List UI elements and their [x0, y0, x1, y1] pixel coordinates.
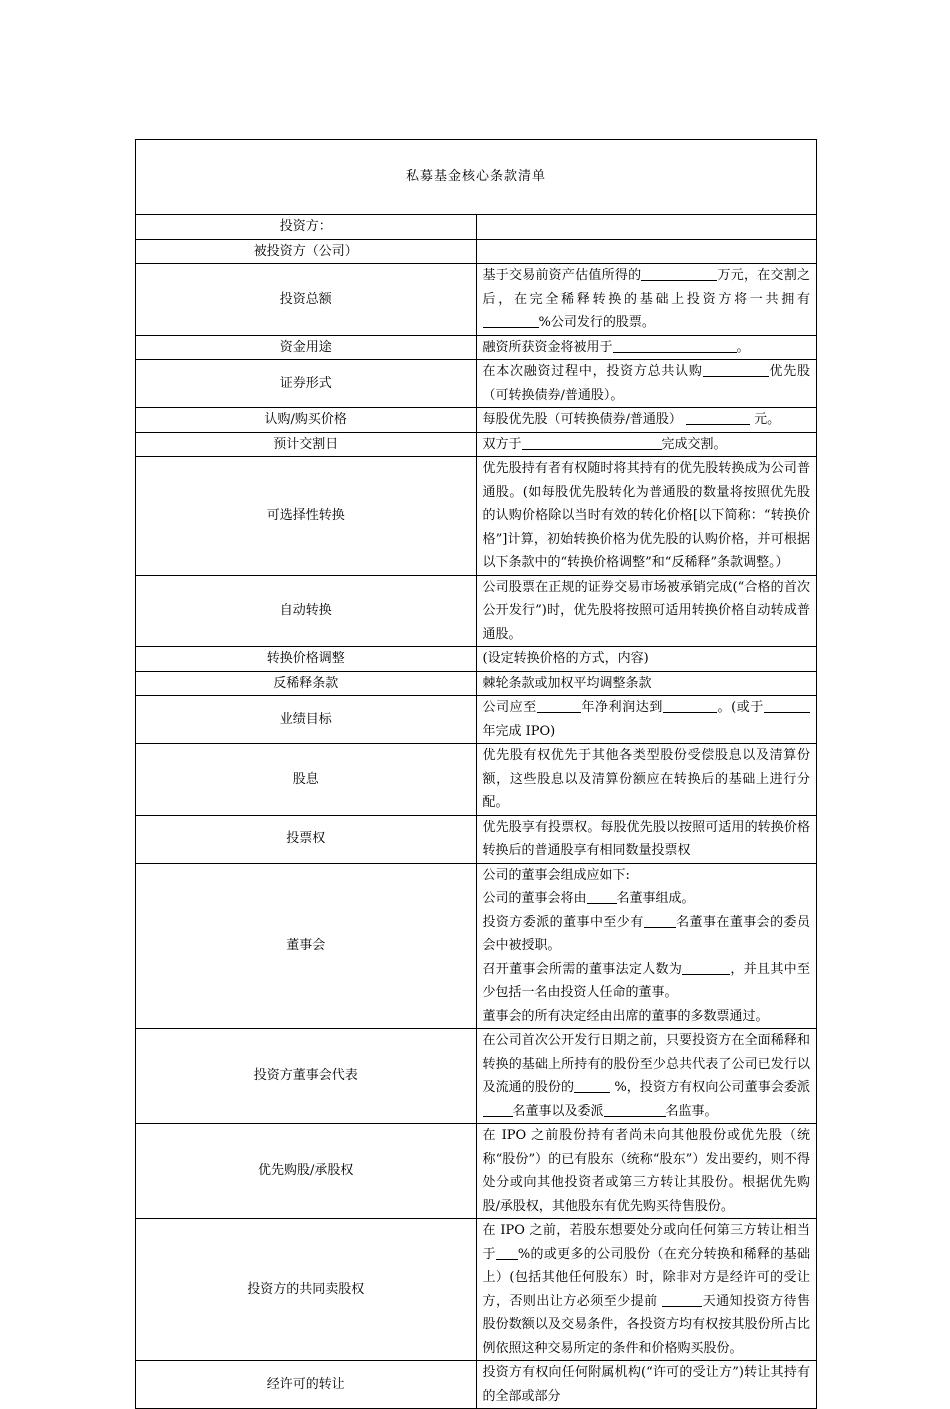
term-text-line: 董事会的所有决定经由出席的董事的多数票通过。 [482, 1008, 769, 1024]
term-text-line: 在 IPO 之前，若股东想要处分或向任何第三方转让相当于 %的或更多的公司股份（在充分转换和稀释的基础上）(包括其他任何股东）时，除非对方是经许可的受让方，否则出让方必须至少提前 天通知投资方待售股份数额以及交易条件，各投资方均有权按其股份所占比例依照这种交易所定的条件和价格购买股份。 [482, 1223, 810, 1356]
term-text-line: 棘轮条款或加权平均调整条款 [482, 675, 652, 691]
term-text-line: 优先股有权优先于其他各类型股份受偿股息以及清算份额，这些股息以及清算份额应在转换后的基础上进行分配。 [482, 748, 810, 810]
term-text-line: 公司股票在正规的证券交易市场被承销完成(“合格的首次公开发行”)时，优先股将按照可适用转换价格自动转成普通股。 [482, 579, 810, 642]
term-label: 可选择性转换 [136, 457, 477, 576]
term-text-line: 优先股持有者有权随时将其持有的优先股转换成为公司普通股。(如每股优先股转化为普通股的数量将按照优先股的认购价格除以当时有效的转化价格[以下简称：“转换价格”]计算，初始转换价格为优先股的认购价格，并可根据以下条款中的“转换价格调整”和“反稀释”条款调整。） [482, 461, 810, 570]
fill-in-blank[interactable] [574, 1077, 610, 1093]
fill-in-blank[interactable] [604, 1101, 666, 1117]
fill-in-blank[interactable] [662, 1291, 702, 1307]
fill-in-blank[interactable] [641, 265, 717, 281]
term-content [476, 575, 817, 647]
term-content [476, 335, 817, 360]
term-content [476, 1124, 817, 1219]
term-row [136, 335, 817, 360]
fill-in-blank[interactable] [587, 888, 617, 904]
term-text-line: 基于交易前资产估值所得的 万元，在交割之后，在完全稀释转换的基础上投资方将一共拥有%公司发行的股票。 [483, 264, 811, 335]
term-text-line: 每股优先股（可转换债券/普通股） 元。 [483, 408, 811, 432]
term-row [136, 1029, 817, 1124]
term-label: 投资方的共同卖股权 [136, 1219, 477, 1361]
term-label: 预计交割日 [136, 432, 477, 457]
term-content [476, 432, 817, 457]
term-row [136, 432, 817, 457]
term-content [476, 1361, 817, 1409]
term-label: 投资总额 [136, 264, 477, 336]
term-row [136, 215, 817, 240]
term-row [136, 360, 817, 408]
term-text-line: 公司的董事会将由 名董事组成。 [483, 887, 811, 911]
term-label: 被投资方（公司） [136, 239, 477, 264]
fill-in-blank[interactable] [682, 959, 730, 975]
term-label: 投票权 [136, 815, 477, 863]
term-text-line: 双方于 完成交割。 [483, 433, 811, 457]
term-row [136, 457, 817, 576]
fill-in-blank[interactable] [663, 697, 717, 713]
term-sheet-table [135, 139, 817, 1409]
term-text-line: 在 IPO 之前股份持有者尚未向其他股份或优先股（统称“股份”）的已有股东（统称“股东”）发出要约，则不得处分或向其他投资者或第三方转让其股份。根据优先购股/承股权，其他股东有优先购买待售股份。 [482, 1128, 810, 1214]
term-row [136, 1124, 817, 1219]
term-label: 转换价格调整 [136, 647, 477, 672]
term-text-line: 投资方有权向任何附属机构(“许可的受让方”)转让其持有的全部或部分 [482, 1365, 810, 1404]
fill-in-blank[interactable] [483, 1101, 513, 1117]
term-text-line: 融资所获资金将被用于 。 [483, 336, 811, 360]
term-text-line: 优先股享有投票权。每股优先股以按照可适用的转换价格转换后的普通股享有相同数量投票权 [482, 819, 810, 858]
term-content [476, 815, 817, 863]
term-label: 股息 [136, 744, 477, 816]
fill-in-blank[interactable] [644, 912, 676, 928]
fill-in-blank[interactable] [537, 697, 581, 713]
fill-in-blank[interactable] [522, 434, 662, 450]
term-row [136, 575, 817, 647]
term-row [136, 1219, 817, 1361]
term-row [136, 264, 817, 336]
term-row [136, 239, 817, 264]
term-label: 自动转换 [136, 575, 477, 647]
term-row [136, 647, 817, 672]
term-row [136, 1361, 817, 1409]
term-label: 认购/购买价格 [136, 408, 477, 433]
fill-in-blank[interactable] [686, 409, 750, 425]
term-text-line: 在本次融资过程中，投资方总共认购 优先股（可转换债券/普通股）。 [483, 360, 811, 407]
term-text-line: 公司的董事会组成应如下: [482, 867, 630, 883]
term-content [476, 1029, 817, 1124]
term-row [136, 815, 817, 863]
document-title: 私募基金核心条款清单 [136, 140, 817, 215]
fill-in-blank[interactable] [764, 697, 810, 713]
term-row [136, 671, 817, 696]
term-content [476, 264, 817, 336]
term-content [476, 744, 817, 816]
term-row [136, 744, 817, 816]
term-row [136, 863, 817, 1029]
term-content [476, 360, 817, 408]
fill-in-blank[interactable] [613, 337, 737, 353]
title-row [136, 140, 817, 215]
term-content [476, 696, 817, 744]
fill-in-blank[interactable] [703, 361, 769, 377]
term-text-line: 公司应至 年净利润达到 。(或于年完成 IPO) [483, 696, 811, 743]
term-text-line: (设定转换价格的方式，内容) [482, 651, 649, 666]
term-content [476, 1219, 817, 1361]
term-row [136, 408, 817, 433]
term-label: 董事会 [136, 863, 477, 1029]
term-row [136, 696, 817, 744]
term-text-line [483, 215, 811, 239]
term-content [476, 215, 817, 240]
fill-in-blank[interactable] [496, 1244, 518, 1260]
term-label: 资金用途 [136, 335, 477, 360]
term-text-line: 在公司首次公开发行日期之前，只要投资方在全面稀释和转换的基础上所持有的股份至少总共代表了公司已发行以及流通的股份的 %，投资方有权向公司董事会委派名董事以及委派 名监事。 [482, 1033, 810, 1119]
term-label: 业绩目标 [136, 696, 477, 744]
term-label: 反稀释条款 [136, 671, 477, 696]
term-content [476, 457, 817, 576]
term-label: 经许可的转让 [136, 1361, 477, 1409]
term-label: 投资方董事会代表 [136, 1029, 477, 1124]
term-text-line: 投资方委派的董事中至少有 名董事在董事会的委员会中被授职。 [483, 911, 811, 958]
term-content [476, 671, 817, 696]
term-text-line: 召开董事会所需的董事法定人数为 ，并且其中至少包括一名由投资人任命的董事。 [483, 958, 811, 1005]
term-content [476, 863, 817, 1029]
term-content [476, 239, 817, 264]
term-label: 证券形式 [136, 360, 477, 408]
term-label: 投资方： [136, 215, 477, 240]
term-text-line [483, 240, 811, 264]
term-label: 优先购股/承股权 [136, 1124, 477, 1219]
term-content [476, 408, 817, 433]
fill-in-blank[interactable] [483, 312, 539, 328]
term-content [476, 647, 817, 672]
